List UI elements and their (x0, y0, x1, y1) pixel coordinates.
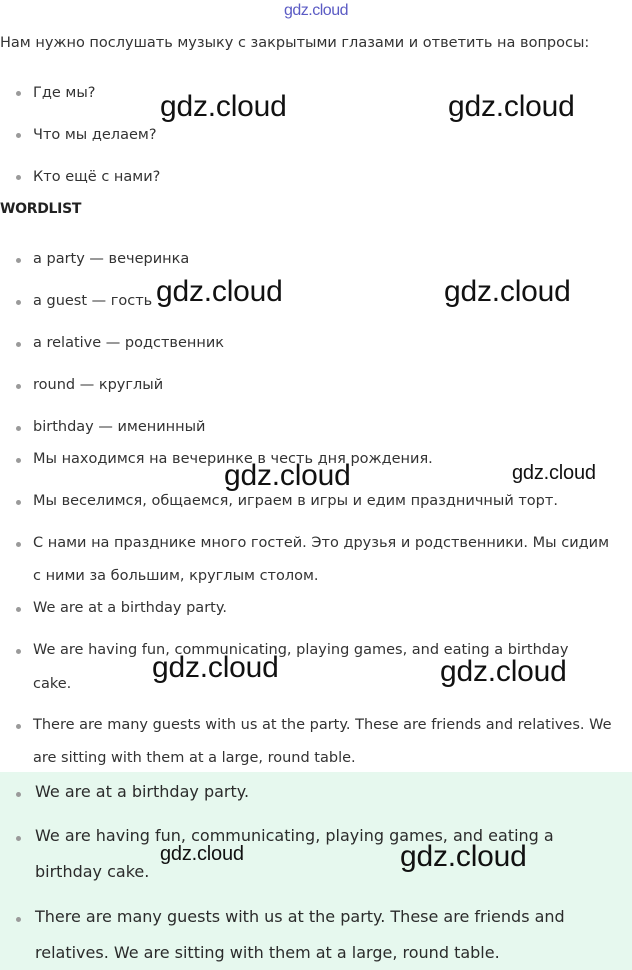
answer-ru-line: с ними за большим, круглым столом. (33, 568, 319, 584)
question-item: Кто ещё с нами? (33, 169, 161, 185)
bullet-icon (16, 724, 21, 729)
bullet-icon (16, 384, 21, 389)
watermark: gdz.cloud (156, 275, 283, 308)
final-answer: We are at a birthday party. (35, 782, 250, 801)
bullet-icon (16, 300, 21, 305)
word-item: a party — вечеринка (33, 251, 190, 267)
answer-ru: Мы находимся на вечеринке в честь дня рождения. (33, 451, 433, 467)
answer-ru-line: С нами на празднике много гостей. Это друзья и родственники. Мы сидим (33, 535, 610, 551)
word-item: round — круглый (33, 377, 164, 393)
bullet-icon (16, 175, 21, 180)
bullet-icon (16, 500, 21, 505)
word-item: a guest — гость (33, 293, 153, 309)
bullet-icon (16, 542, 21, 547)
bullet-icon (16, 458, 21, 463)
bullet-icon (16, 917, 21, 922)
bullet-icon (16, 649, 21, 654)
answer-en-line: There are many guests with us at the party. These are friends and relatives. We (33, 717, 612, 733)
final-answer-line: relatives. We are sitting with them at a large, round table. (35, 943, 500, 962)
answer-en-line: cake. (33, 676, 72, 692)
bullet-icon (16, 91, 21, 96)
wordlist-heading: WORDLIST (0, 201, 82, 217)
bullet-icon (16, 342, 21, 347)
bullet-icon (16, 133, 21, 138)
bullet-icon (16, 836, 21, 841)
answer-en-line: We are having fun, communicating, playing games, and eating a birthday (33, 642, 569, 658)
watermark: gdz.cloud (160, 843, 244, 865)
bullet-icon (16, 792, 21, 797)
bullet-icon (16, 607, 21, 612)
bullet-icon (16, 426, 21, 431)
word-item: a relative — родственник (33, 335, 225, 351)
watermark: gdz.cloud (444, 275, 571, 308)
answer-en: We are at a birthday party. (33, 600, 227, 616)
site-logo: gdz.cloud (284, 2, 348, 19)
final-answer-line: We are having fun, communicating, playing games, and eating a (35, 826, 554, 845)
watermark: gdz.cloud (440, 655, 567, 688)
answer-ru: Мы веселимся, общаемся, играем в игры и едим праздничный торт. (33, 493, 558, 509)
word-item: birthday — именинный (33, 419, 206, 435)
question-item: Где мы? (33, 85, 96, 101)
watermark: gdz.cloud (448, 90, 575, 123)
intro-text: Нам нужно послушать музыку с закрытыми глазами и ответить на вопросы: (0, 35, 590, 51)
watermark: gdz.cloud (152, 651, 279, 684)
watermark: gdz.cloud (512, 462, 596, 484)
final-answer-line: birthday cake. (35, 862, 150, 881)
answer-en-line: are sitting with them at a large, round table. (33, 750, 356, 766)
watermark: gdz.cloud (160, 90, 287, 123)
watermark: gdz.cloud (400, 840, 527, 873)
final-answer-line: There are many guests with us at the party. These are friends and (35, 907, 565, 926)
bullet-icon (16, 258, 21, 263)
watermark: gdz.cloud (224, 459, 351, 492)
question-item: Что мы делаем? (33, 127, 157, 143)
